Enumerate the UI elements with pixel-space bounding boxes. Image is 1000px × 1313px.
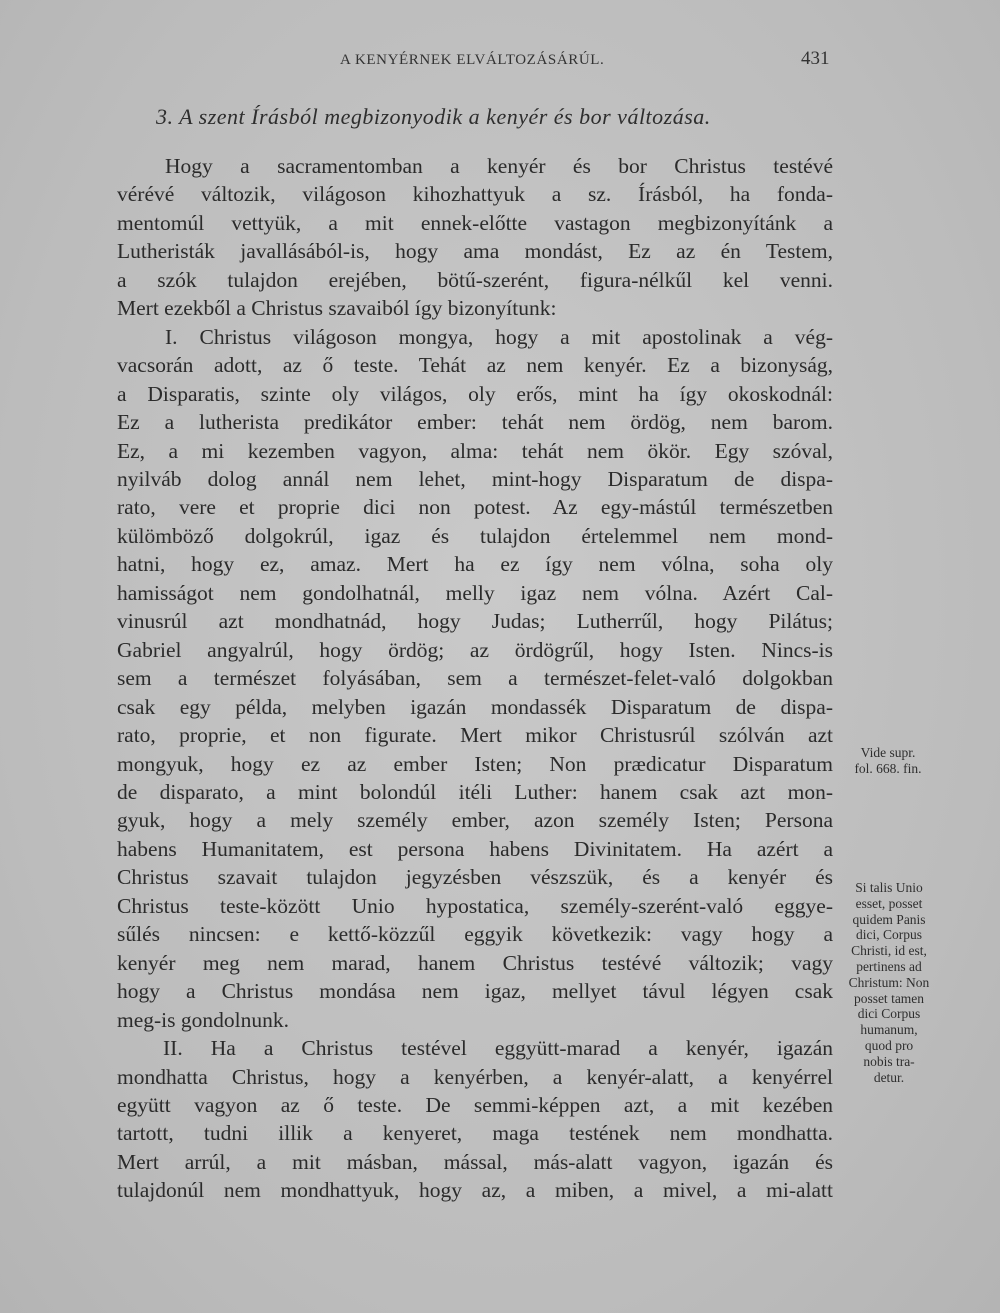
text-line: Hogy a sacramentomban a kenyér és bor Christus testévé — [165, 154, 833, 178]
text-line: nyilváb dolog annál nem lehet, mint-hogy Disparatum de dispa- — [117, 466, 833, 491]
text-line: meg-is gondolnunk. — [117, 1007, 289, 1032]
text-line: tartott, tudni illik a kenyeret, maga testének nem mondhatta. — [117, 1121, 833, 1146]
text-line: vinusrúl azt mondhatnád, hogy Judas; Lutherrűl, hogy Pilátus; — [117, 609, 833, 634]
text-line: mentomúl vettyük, a mit ennek-előtte vastagon megbizonyítánk a — [117, 210, 833, 235]
running-head — [0, 48, 1000, 72]
margin-note-line: detur. — [873, 1069, 905, 1085]
text-line: sűlés nincsen: e kettő-közzűl eggyik következik: vagy hogy a — [117, 922, 833, 947]
text-line: II. Ha a Christus testével eggyütt-marad a kenyér, igazán — [163, 1036, 833, 1061]
text-line: a szók tulajdon erejében, bötű-szerént, figura-nélkűl kel venni. — [117, 267, 833, 292]
text-line: hatni, hogy ez, amaz. Mert ha ez így nem vólna, soha oly — [117, 552, 833, 577]
margin-note-line: pertinens ad — [856, 958, 922, 974]
margin-note-line: dici, Corpus — [856, 927, 922, 943]
body-text — [117, 152, 833, 1205]
margin-note-line: nobis tra- — [863, 1053, 915, 1069]
margin-note-line: fol. 668. fin. — [854, 760, 922, 776]
running-title: A KENYÉRNEK ELVÁLTOZÁSÁRÚL. — [340, 52, 605, 68]
page-number: 431 — [801, 48, 830, 69]
margin-note-line: humanum, — [860, 1022, 918, 1038]
margin-note-line: esset, posset — [855, 895, 923, 911]
section-heading: 3. A szent Írásból megbizonyodik a kenyér és bor változása. — [156, 104, 711, 129]
text-line: Mert arrúl, a mit másban, mással, más-alatt vagyon, igazán és — [117, 1149, 833, 1174]
margin-note-line: Christum: Non — [848, 974, 930, 990]
text-line: együtt vagyon az ő teste. De semmi-képpen azt, a mit kezében — [117, 1092, 833, 1117]
margin-note-line: Si talis Unio — [855, 880, 923, 895]
text-line: sem a természet folyásában, sem a természet-felet-való dolgokban — [117, 666, 833, 691]
text-line: kenyér meg nem marad, hanem Christus testévé változik; vagy — [117, 950, 833, 975]
text-line: külömböző dolgokrúl, igaz és tulajdon értelemmel nem mond- — [117, 523, 833, 548]
text-line: mondhatta Christus, hogy a kenyérben, a kenyér-alatt, a kenyérrel — [117, 1064, 833, 1089]
margin-note-line: quidem Panis — [852, 911, 926, 927]
text-line: csak egy példa, melyben igazán mondassék Disparatum de dispa- — [117, 694, 833, 719]
text-line: Christus szavait tulajdon jegyzésben vészszük, és a kenyér és — [117, 865, 833, 890]
text-line: habens Humanitatem, est persona habens Divinitatem. Ha azért a — [117, 836, 833, 861]
text-line: mongyuk, hogy ez az ember Isten; Non prædicatur Disparatum — [117, 751, 833, 776]
text-line: vacsorán adott, az ő teste. Tehát az nem kenyér. Ez a bizonyság, — [117, 353, 833, 378]
margin-note-line: dici Corpus — [857, 1006, 921, 1022]
text-line: Christus teste-között Unio hypostatica, személy-szerént-való eggye- — [117, 893, 833, 918]
margin-note-line: Christi, id est, — [851, 943, 927, 959]
text-line: Ez, a mi kezemben vagyon, alma: tehát nem ökör. Egy szóval, — [117, 438, 833, 463]
text-line: gyuk, hogy a mely személy ember, azon személy Isten; Persona — [117, 808, 833, 833]
text-line: tulajdonúl nem mondhattyuk, hogy az, a miben, a mivel, a mi-alatt — [117, 1178, 833, 1203]
text-line: a Disparatis, szinte oly világos, oly erős, mint ha így okoskodnál: — [117, 381, 833, 406]
margin-note-latin — [834, 880, 944, 1085]
text-line: Lutheristák javallásából-is, hogy ama mondást, Ez az én Testem, — [117, 239, 833, 264]
margin-note-reference — [838, 745, 938, 777]
margin-note-line: quod pro — [864, 1037, 914, 1053]
text-line: de disparato, a mint bolondúl itéli Luther: hanem csak azt mon- — [117, 779, 833, 804]
text-line: I. Christus világoson mongya, hogy a mit apostolinak a vég- — [165, 324, 833, 349]
margin-note-line: Vide supr. — [860, 745, 916, 760]
text-line: Ez a lutherista predikátor ember: tehát nem ördög, nem barom. — [117, 410, 833, 435]
text-line: hamisságot nem gondolhatnál, melly igaz nem vólna. Azért Cal- — [117, 580, 833, 605]
text-line: rato, proprie, et non figurate. Mert mikor Christusrúl szólván azt — [117, 723, 833, 748]
text-line: hogy a Christus mondása nem igaz, mellyet távul légyen csak — [117, 979, 833, 1004]
text-line: vérévé változik, világoson kihozhattyuk a sz. Írásból, ha fonda- — [117, 182, 833, 207]
text-line: rato, vere et proprie dici non potest. Az egy-mástúl természetben — [117, 495, 833, 520]
text-line: Gabriel angyalrúl, hogy ördög; az ördögrűl, hogy Isten. Nincs-is — [117, 637, 833, 662]
margin-note-line: posset tamen — [853, 990, 925, 1006]
text-line: Mert ezekből a Christus szavaiból így bizonyítunk: — [117, 296, 557, 321]
